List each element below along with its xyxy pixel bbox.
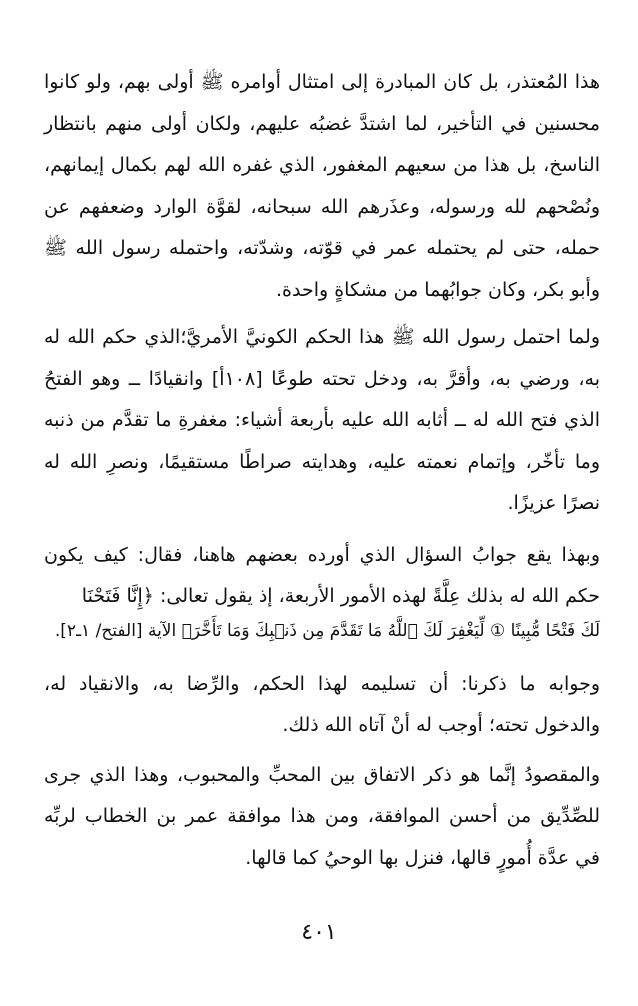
page-body	[44, 62, 600, 879]
paragraph-4: وجوابه ما ذكرنا: أن تسليمه لهذا الحكم، والرِّضا به، والانقياد له، والدخول تحته؛ أوجب له أنْ آتاه الله ذلك.	[44, 672, 600, 736]
paragraph-5: والمقصودُ إنَّما هو ذكر الاتفاق بين المحبِّ والمحبوب، وهذا الذي جرى للصِّدِّيق من أحسن الموافقة، ومن هذا موافقة عمر بن الخطاب لربِّه في عدَّة أُمورٍ قالها، فنزل بها الوحيُ كما قالها.	[44, 763, 600, 869]
page-number: ٤٠١	[301, 920, 337, 945]
paragraph-1: هذا المُعتذر، بل كان المبادرة إلى امتثال أوامره ﷺ أولى بهم، ولو كانوا محسنين في التأخير، لما اشتدَّ غضبُه عليهم، ولكان أولى منهم بانتظار الناسخ، بل هذا من سعيهم المغفور، الذي غفره الله لهم بكمال إيمانهم، ونُصْحهم لله ورسوله، وعذَرهم الله سبحانه، لقوَّة الوارد وضعفهم عن حمله، حتى لم يحتمله عمر في قوّته، وشدّته، واحتمله رسول الله ﷺ وأبو بكر، وكان جوابُهما من مشكاةٍ واحدة.	[44, 71, 600, 301]
quran-verse-line: لَكَ فَتْحًا مُّبِينًا ① لِّيَغْفِرَ لَكَ ٱللَّهُ مَا تَقَدَّمَ مِن ذَنۢبِكَ وَمَا تَأَخَّرَ﴾ الآية [الفتح/ ١ـ٢].	[54, 620, 600, 641]
paragraph-2: ولما احتمل رسول الله ﷺ هذا الحكم الكونيَّ الأمريَّ؛الذي حكم الله له به، ورضي به، وأقرَّ به، ودخل تحته طوعًا [١٠٨أ] وانقيادًا ــ وهو الفتحُ الذي فتح الله له ــ أثابه الله عليه بأربعة أشياء: مغفرةِ ما تقدَّم من ذنبه وما تأخّر، وإتمام نعمته عليه، وهدايته صراطًا مستقيمًا، ونصرِ الله له نصرًا عزيزًا.	[44, 326, 600, 514]
paragraph-3: وبهذا يقع جوابُ السؤال الذي أورده بعضهم هاهنا، فقال: كيف يكون حكم الله له بذلك عِلَّةً لهذه الأمور الأربعة، إذ يقول تعالى: ﴿إِنَّا فَتَحْنَا	[44, 543, 600, 607]
